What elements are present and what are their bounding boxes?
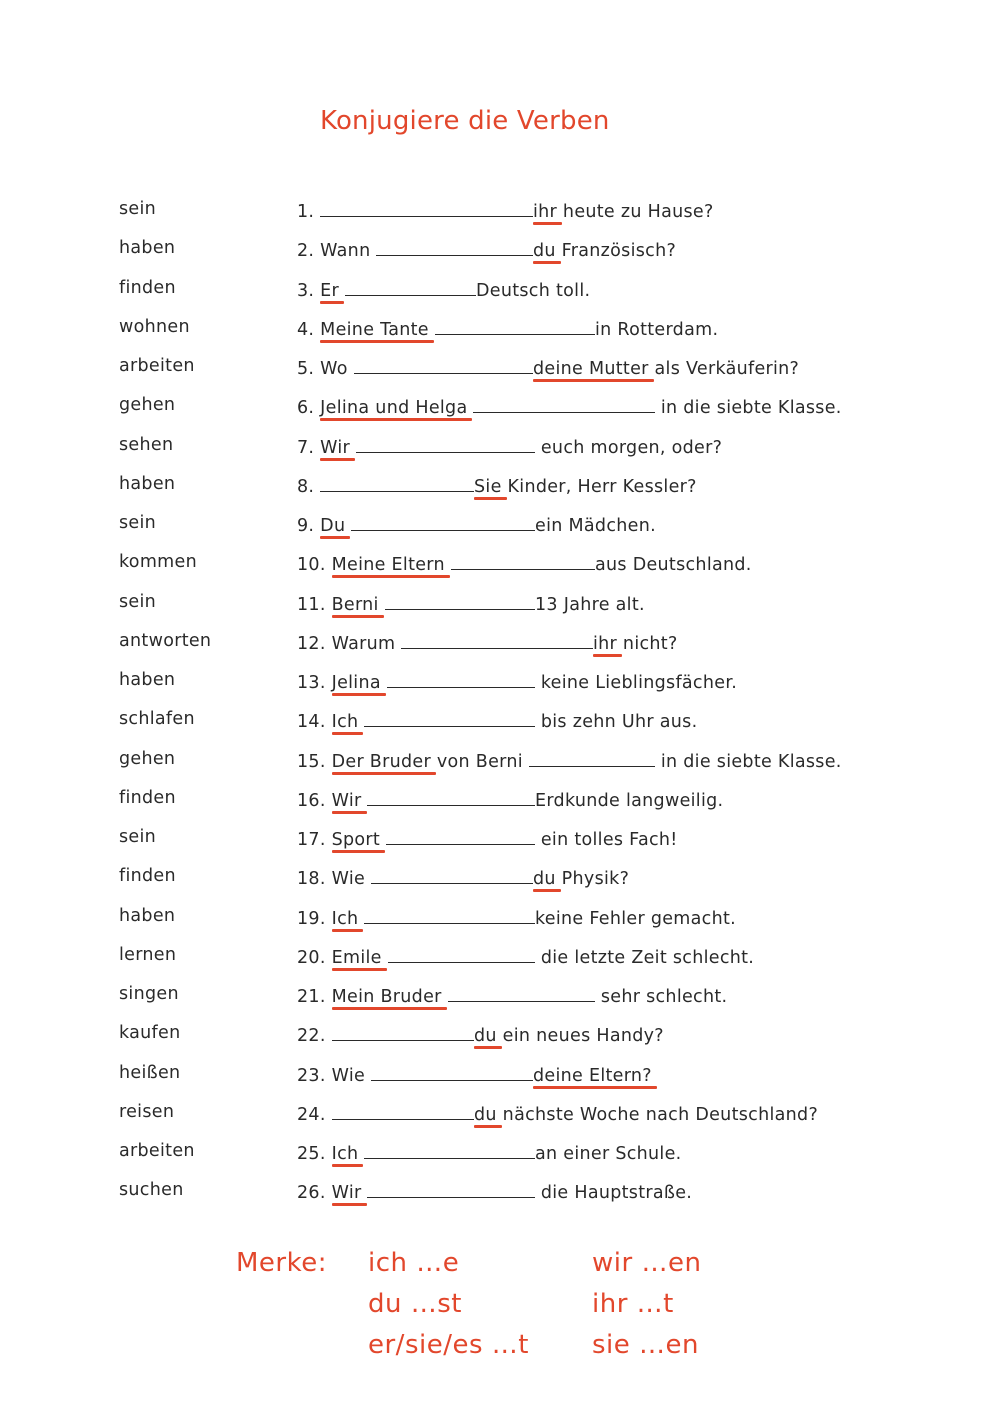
merke-left-3: er/sie/es …t: [368, 1330, 529, 1360]
sentence-suffix: nächste Woche nach Deutschland?: [496, 1104, 819, 1125]
subject-underlined: ihr: [533, 202, 558, 222]
subject-underlined: Sie: [474, 476, 502, 497]
exercise-sentence: [297, 552, 752, 575]
exercise-row: [0, 395, 1000, 425]
merke-right-3: sie …en: [592, 1330, 700, 1360]
infinitive-verb: heißen: [119, 1062, 181, 1083]
merke-label: Merke:: [236, 1248, 328, 1278]
subject-underlined: Du: [320, 516, 346, 536]
sentence-suffix: Erdkunde langweilig.: [535, 790, 724, 811]
exercise-number: 11.: [297, 594, 326, 615]
infinitive-verb: arbeiten: [119, 1141, 195, 1161]
exercise-row: [0, 749, 1000, 779]
exercise-sentence: [297, 984, 727, 1007]
answer-blank[interactable]: [332, 1023, 474, 1041]
exercise-row: [0, 356, 1000, 386]
infinitive-verb: reisen: [119, 1101, 175, 1122]
exercise-sentence: [297, 238, 676, 261]
answer-blank[interactable]: [320, 474, 474, 492]
infinitive-verb: suchen: [119, 1180, 184, 1201]
infinitive-verb: sehen: [119, 434, 174, 455]
subject-underlined: du: [474, 1104, 497, 1125]
exercise-number: 2.: [297, 241, 315, 262]
sentence-suffix: Kinder, Herr Kessler?: [501, 476, 697, 497]
exercise-number: 15.: [297, 751, 326, 772]
exercise-sentence: [297, 1023, 664, 1046]
infinitive-verb: finden: [119, 866, 176, 887]
answer-blank[interactable]: [387, 670, 535, 688]
answer-blank[interactable]: [367, 788, 535, 806]
infinitive-verb: antworten: [119, 630, 212, 651]
answer-blank[interactable]: [529, 749, 655, 767]
exercise-row: [0, 1180, 1000, 1210]
sentence-prefix: Wie: [331, 1065, 371, 1086]
exercise-row: [0, 1102, 1000, 1132]
sentence-suffix: nicht?: [617, 633, 678, 654]
infinitive-verb: haben: [119, 905, 176, 926]
exercise-sentence: [297, 395, 842, 418]
exercise-row: [0, 984, 1000, 1014]
exercise-row: [0, 435, 1000, 465]
exercise-row: [0, 592, 1000, 622]
exercise-row: [0, 788, 1000, 818]
exercise-number: 25.: [297, 1144, 326, 1164]
sentence-suffix: euch morgen, oder?: [535, 437, 723, 458]
exercise-sentence: [297, 1063, 652, 1086]
merke-right-2: ihr …t: [592, 1289, 674, 1319]
infinitive-verb: gehen: [119, 395, 176, 416]
exercise-row: [0, 866, 1000, 896]
sentence-suffix: Französisch?: [555, 241, 677, 262]
exercise-number: 24.: [297, 1104, 326, 1125]
sentence-suffix: an einer Schule.: [535, 1144, 682, 1164]
sentence-suffix: Deutsch toll.: [476, 280, 591, 301]
exercise-number: 22.: [297, 1026, 326, 1047]
exercise-sentence: [297, 474, 697, 497]
sentence-suffix: bis zehn Uhr aus.: [535, 712, 698, 733]
infinitive-verb: haben: [119, 473, 176, 494]
exercise-sentence: [297, 199, 714, 222]
subject-underlined: Wir: [331, 790, 362, 811]
exercise-row: [0, 278, 1000, 308]
exercise-sentence: [297, 1102, 818, 1125]
exercise-row: [0, 670, 1000, 700]
exercise-row: [0, 317, 1000, 347]
exercise-number: 5.: [297, 359, 315, 379]
infinitive-verb: lernen: [119, 944, 177, 965]
answer-blank[interactable]: [356, 435, 535, 453]
merke-left-1: ich …e: [368, 1248, 460, 1278]
exercise-number: 6.: [297, 398, 315, 419]
infinitive-verb: sein: [119, 827, 157, 847]
answer-blank[interactable]: [376, 238, 533, 256]
answer-blank[interactable]: [371, 866, 533, 884]
exercise-sentence: [297, 1141, 682, 1164]
sentence-suffix: in die siebte Klasse.: [655, 398, 842, 419]
sentence-middle: von Berni: [430, 751, 529, 772]
exercise-sentence: [297, 749, 842, 772]
exercise-number: 21.: [297, 987, 326, 1007]
infinitive-verb: finden: [119, 787, 176, 808]
answer-blank[interactable]: [367, 1180, 535, 1198]
sentence-suffix: ein neues Handy?: [496, 1026, 664, 1047]
exercise-row: [0, 709, 1000, 739]
exercise-sentence: [297, 513, 656, 536]
exercise-row: [0, 199, 1000, 229]
exercise-row: [0, 474, 1000, 504]
answer-blank[interactable]: [364, 1141, 535, 1159]
subject-underlined: Meine Eltern: [331, 555, 445, 576]
exercise-row: [0, 945, 1000, 975]
infinitive-verb: haben: [119, 238, 176, 259]
exercise-sentence: [297, 670, 737, 693]
infinitive-verb: gehen: [119, 748, 176, 769]
exercise-number: 4.: [297, 319, 315, 340]
subject-underlined: Jelina und Helga: [320, 398, 468, 419]
sentence-prefix: Wann: [320, 241, 377, 262]
sentence-prefix: Warum: [331, 633, 402, 654]
exercise-row: [0, 513, 1000, 543]
subject-underlined: Jelina: [331, 673, 381, 693]
sentence-suffix: heute zu Hause?: [557, 202, 714, 222]
subject-underlined: Wir: [331, 1183, 362, 1204]
subject-underlined: Er: [320, 280, 340, 301]
exercise-number: 7.: [297, 437, 315, 458]
subject-underlined: Berni: [331, 594, 379, 615]
subject-underlined: Meine Tante: [320, 319, 429, 340]
exercise-row: [0, 906, 1000, 936]
answer-blank[interactable]: [451, 552, 595, 570]
sentence-suffix: keine Lieblingsfächer.: [535, 673, 738, 693]
subject-underlined: Der Bruder: [331, 751, 431, 772]
exercise-number: 8.: [297, 476, 315, 497]
exercise-number: 23.: [297, 1065, 326, 1086]
exercise-row: [0, 1023, 1000, 1053]
infinitive-verb: singen: [119, 984, 179, 1004]
exercise-number: 12.: [297, 633, 326, 654]
answer-blank[interactable]: [435, 317, 595, 335]
answer-blank[interactable]: [364, 906, 535, 924]
answer-blank[interactable]: [385, 592, 535, 610]
exercise-number: 20.: [297, 947, 326, 968]
sentence-suffix: ein Mädchen.: [535, 516, 656, 536]
exercise-sentence: [297, 709, 697, 732]
infinitive-verb: wohnen: [119, 316, 190, 337]
answer-blank[interactable]: [448, 984, 595, 1002]
answer-blank[interactable]: [364, 709, 535, 727]
sentence-prefix: Wie: [331, 869, 371, 890]
exercise-number: 1.: [297, 202, 315, 222]
exercise-number: 26.: [297, 1183, 326, 1204]
exercise-number: 10.: [297, 555, 326, 576]
infinitive-verb: sein: [119, 513, 157, 533]
answer-blank[interactable]: [386, 827, 535, 845]
exercise-sentence: [297, 278, 590, 301]
answer-blank[interactable]: [371, 1063, 533, 1081]
exercise-sentence: [297, 435, 722, 458]
sentence-suffix: 13 Jahre alt.: [535, 594, 645, 615]
sentence-suffix: ein tolles Fach!: [535, 830, 678, 850]
exercise-number: 18.: [297, 869, 326, 890]
page-title: Konjugiere die Verben: [320, 106, 610, 136]
subject-underlined: Sport: [331, 830, 381, 850]
exercise-number: 3.: [297, 280, 315, 301]
merke-right-1: wir …en: [592, 1248, 702, 1278]
merke-left-2: du …st: [368, 1289, 462, 1319]
exercise-sentence: [297, 592, 645, 615]
exercise-row: [0, 1141, 1000, 1171]
sentence-suffix: in Rotterdam.: [595, 319, 719, 340]
exercise-row: [0, 827, 1000, 857]
sentence-suffix: Physik?: [555, 869, 630, 890]
sentence-prefix: Wo: [320, 359, 354, 379]
exercise-sentence: [297, 356, 799, 379]
subject-underlined: du: [474, 1026, 497, 1047]
infinitive-verb: schlafen: [119, 709, 195, 730]
exercise-number: 19.: [297, 908, 326, 929]
exercise-sentence: [297, 827, 678, 850]
exercise-sentence: [297, 631, 678, 654]
subject-underlined: Mein Bruder: [331, 987, 442, 1007]
answer-blank[interactable]: [345, 278, 476, 296]
subject-underlined: Ich: [331, 908, 359, 929]
sentence-suffix: als Verkäuferin?: [648, 359, 800, 379]
infinitive-verb: haben: [119, 670, 176, 690]
exercise-row: [0, 1063, 1000, 1093]
subject-underlined: Wir: [320, 437, 351, 458]
infinitive-verb: kaufen: [119, 1023, 181, 1044]
answer-blank[interactable]: [388, 945, 535, 963]
subject-underlined: deine Mutter: [533, 359, 649, 379]
infinitive-verb: kommen: [119, 552, 197, 573]
exercise-sentence: [297, 788, 723, 811]
answer-blank[interactable]: [332, 1102, 474, 1120]
subject-underlined: Emile: [331, 947, 382, 968]
sentence-suffix: aus Deutschland.: [595, 555, 752, 576]
subject-underlined: du: [533, 241, 556, 262]
infinitive-verb: sein: [119, 591, 157, 612]
exercise-number: 14.: [297, 712, 326, 733]
exercise-sentence: [297, 945, 754, 968]
exercise-number: 13.: [297, 673, 326, 693]
answer-blank[interactable]: [351, 513, 535, 531]
exercise-row: [0, 552, 1000, 582]
exercise-number: 9.: [297, 516, 315, 536]
answer-blank[interactable]: [354, 356, 533, 374]
exercise-sentence: [297, 317, 718, 340]
subject-underlined: Ich: [331, 712, 359, 733]
subject-underlined: du: [533, 869, 556, 890]
sentence-suffix: keine Fehler gemacht.: [535, 908, 736, 929]
answer-blank[interactable]: [473, 395, 655, 413]
exercise-sentence: [297, 906, 736, 929]
subject-underlined: ihr: [593, 633, 618, 654]
sentence-suffix: sehr schlecht.: [595, 987, 728, 1007]
subject-underlined: Ich: [331, 1144, 359, 1164]
sentence-suffix: die Hauptstraße.: [535, 1183, 693, 1204]
exercise-number: 16.: [297, 790, 326, 811]
exercise-row: [0, 238, 1000, 268]
exercise-sentence: [297, 866, 629, 889]
infinitive-verb: finden: [119, 277, 176, 298]
infinitive-verb: sein: [119, 199, 157, 219]
exercise-number: 17.: [297, 830, 326, 850]
infinitive-verb: arbeiten: [119, 356, 195, 376]
exercise-row: [0, 631, 1000, 661]
sentence-suffix: die letzte Zeit schlecht.: [535, 947, 755, 968]
sentence-suffix: in die siebte Klasse.: [655, 751, 842, 772]
subject-underlined: deine Eltern?: [533, 1065, 652, 1086]
exercise-sentence: [297, 1180, 692, 1203]
answer-blank[interactable]: [401, 631, 593, 649]
answer-blank[interactable]: [320, 199, 533, 217]
